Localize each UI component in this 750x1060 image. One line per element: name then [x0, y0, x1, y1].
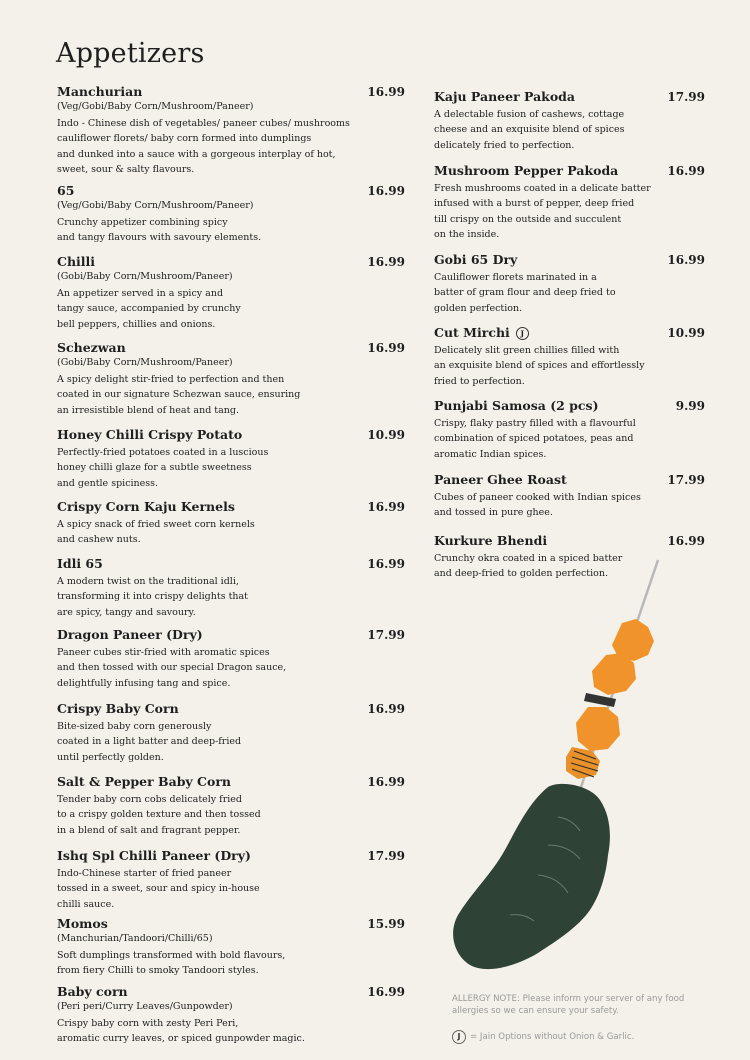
menu-item-description	[434, 270, 664, 316]
menu-item-price: 17.99	[367, 849, 405, 863]
menu-item-name-text: Kaju Paneer Pakoda	[434, 89, 576, 104]
jain-legend	[452, 1030, 634, 1044]
menu-item-description-line: Indo-Chinese starter of fried paneer	[57, 868, 232, 879]
menu-item-description-line: and tangy flavours with savoury elements.	[57, 232, 262, 244]
menu-item-description-line: from fiery Chilli to smoky Tandoori styles.	[57, 965, 259, 977]
menu-item-name	[434, 472, 664, 488]
allergy-note-line-2: allergies so we can ensure your safety.	[452, 1006, 619, 1016]
menu-item-description-line: cheese and an exquisite blend of spices	[434, 124, 625, 136]
menu-item-description-line: till crispy on the outside and succulent	[434, 213, 622, 225]
menu-item-name-text: Crispy Corn Kaju Kernels	[57, 499, 235, 514]
menu-item-name-text: Paneer Ghee Roast	[434, 472, 567, 487]
allergy-note-line-1: ALLERGY NOTE: Please inform your server of any food	[452, 994, 685, 1004]
menu-item-price: 15.99	[367, 917, 405, 931]
menu-item-description-line: delicately fried to perfection.	[434, 139, 575, 151]
menu-item-price: 16.99	[667, 253, 705, 267]
menu-item-description-line: transforming it into crispy delights that	[57, 591, 249, 603]
menu-item-name-text: Chilli	[57, 254, 96, 269]
menu-item-description	[434, 107, 664, 153]
menu-item-name	[434, 252, 664, 268]
menu-item-name-text: Ishq Spl Chilli Paneer (Dry)	[57, 848, 251, 863]
menu-item-name	[434, 89, 664, 105]
menu-item-name-text: Dragon Paneer (Dry)	[57, 627, 203, 642]
menu-item-description-line: and gentle spiciness.	[57, 477, 159, 489]
menu-item-price: 16.99	[367, 85, 405, 99]
menu-item-description-line: An appetizer served in a spicy and	[57, 288, 224, 299]
menu-item-description-line: bell peppers, chillies and onions.	[57, 318, 216, 330]
menu-item-description-line: Indo - Chinese dish of vegetables/ paneer cubes/ mushrooms	[57, 118, 350, 129]
menu-item-price: 10.99	[367, 428, 405, 442]
jain-badge-icon: J	[516, 327, 529, 340]
menu-item-description-line: sweet, sour & salty flavours.	[57, 163, 195, 175]
menu-item-description-line: Crunchy okra coated in a spiced batter	[434, 553, 623, 564]
menu-item-name	[434, 533, 664, 549]
menu-item-description-line: honey chilli glaze for a subtle sweetness	[57, 462, 252, 474]
menu-item-price: 16.99	[367, 184, 405, 198]
menu-item-variants: (Veg/Gobi/Baby Corn/Mushroom/Paneer)	[57, 200, 254, 211]
menu-item-description-line: to a crispy golden texture and then tossed	[57, 809, 261, 821]
menu-item-description-line: an exquisite blend of spices and effortlessly	[434, 360, 645, 372]
menu-item-name-text: Manchurian	[57, 84, 143, 99]
menu-item-price: 17.99	[667, 90, 705, 104]
menu-item-description-line: until perfectly golden.	[57, 751, 164, 763]
menu-item-description-line: A spicy delight stir-fried to perfection and then	[57, 374, 285, 385]
menu-item-description	[434, 416, 664, 462]
menu-item-description-line: combination of spiced potatoes, peas and	[434, 433, 634, 445]
menu-item-description-line: aromatic Indian spices.	[434, 448, 547, 460]
menu-item-name-text: Cut Mirchi	[434, 325, 510, 340]
hand-holding-skewer-icon	[440, 555, 670, 985]
menu-item-description-line: aromatic curry leaves, or spiced gunpowder magic.	[57, 1033, 305, 1045]
menu-item-name-text: Punjabi Samosa (2 pcs)	[434, 398, 599, 413]
menu-item-description	[434, 181, 664, 242]
menu-item-description-line: Cubes of paneer cooked with Indian spices	[434, 492, 641, 503]
menu-item-description-line: coated in our signature Schezwan sauce, ensuring	[57, 389, 301, 401]
menu-item-name-text: 65	[57, 183, 75, 198]
menu-item-description-line: Perfectly-fried potatoes coated in a luscious	[57, 447, 269, 458]
menu-item	[434, 325, 664, 389]
menu-item-price: 9.99	[675, 399, 705, 413]
menu-item-description-line: and dunked into a sauce with a gorgeous interplay of hot,	[57, 148, 336, 160]
menu-item-price: 16.99	[367, 775, 405, 789]
menu-item-description-line: A spicy snack of fried sweet corn kernels	[57, 519, 255, 530]
menu-item-variants: (Gobi/Baby Corn/Mushroom/Paneer)	[57, 271, 233, 282]
allergy-note	[452, 993, 712, 1017]
menu-item	[434, 163, 664, 242]
menu-item-description-line: A modern twist on the traditional idli,	[57, 576, 239, 587]
menu-item-name	[434, 325, 664, 341]
menu-item-description-line: Crispy, flaky pastry filled with a flavourful	[434, 418, 636, 429]
menu-item	[434, 472, 664, 521]
menu-item-description-line: Soft dumplings transformed with bold flavours,	[57, 950, 286, 961]
page-title: Appetizers	[56, 38, 205, 69]
menu-item-name-text: Crispy Baby Corn	[57, 701, 179, 716]
jain-badge-icon: J	[452, 1030, 466, 1044]
menu-item-description-line: Crunchy appetizer combining spicy	[57, 217, 228, 228]
menu-item-description-line: and then tossed with our special Dragon sauce,	[57, 662, 287, 674]
menu-item-price: 16.99	[667, 164, 705, 178]
menu-item-name-text: Idli 65	[57, 556, 103, 571]
menu-item-description-line: infused with a burst of pepper, deep fried	[434, 198, 635, 210]
menu-item-description-line: and cashew nuts.	[57, 534, 141, 546]
menu-item-description-line: Bite-sized baby corn generously	[57, 721, 212, 732]
menu-item-description-line: on the inside.	[434, 228, 500, 240]
menu-item-price: 16.99	[367, 985, 405, 999]
menu-item-description-line: Cauliflower florets marinated in a	[434, 272, 597, 283]
menu-item-description-line: Delicately slit green chillies filled with	[434, 345, 620, 356]
menu-item-description-line: Crispy baby corn with zesty Peri Peri,	[57, 1018, 239, 1029]
menu-item-description-line: delightfully infusing tang and spice.	[57, 677, 231, 689]
menu-item-description-line: and tossed in pure ghee.	[434, 507, 553, 519]
menu-item-description-line: tossed in a sweet, sour and spicy in-house	[57, 883, 260, 895]
menu-item-price: 16.99	[367, 341, 405, 355]
menu-item-name-text: Salt & Pepper Baby Corn	[57, 774, 232, 789]
menu-item-price: 16.99	[667, 534, 705, 548]
menu-item-description-line: in a blend of salt and fragrant pepper.	[57, 824, 241, 836]
menu-item-description-line: are spicy, tangy and savoury.	[57, 606, 196, 618]
menu-item-price: 16.99	[367, 557, 405, 571]
menu-item-name-text: Honey Chilli Crispy Potato	[57, 427, 243, 442]
menu-item-variants: (Gobi/Baby Corn/Mushroom/Paneer)	[57, 357, 233, 368]
menu-item-variants: (Peri peri/Curry Leaves/Gunpowder)	[57, 1001, 233, 1012]
menu-item-name-text: Gobi 65 Dry	[434, 252, 518, 267]
menu-item-description-line: an irresistible blend of heat and tang.	[57, 404, 239, 416]
menu-item-description-line: A delectable fusion of cashews, cottage	[434, 109, 625, 120]
menu-item-price: 17.99	[367, 628, 405, 642]
menu-item-description-line: chilli sauce.	[57, 898, 115, 910]
menu-item-name	[434, 398, 664, 414]
menu-item-description-line: Paneer cubes stir-fried with aromatic spices	[57, 647, 270, 658]
menu-item-price: 16.99	[367, 702, 405, 716]
menu-item-name-text: Momos	[57, 916, 108, 931]
jain-legend-text: = Jain Options without Onion & Garlic.	[470, 1032, 635, 1042]
menu-item-name-text: Baby corn	[57, 984, 128, 999]
menu-item	[434, 89, 664, 153]
menu-item-name-text: Schezwan	[57, 340, 126, 355]
menu-item-description-line: batter of gram flour and deep fried to	[434, 287, 616, 299]
menu-item-name	[434, 163, 664, 179]
menu-item-description-line: golden perfection.	[434, 302, 523, 314]
menu-item-description	[434, 490, 664, 521]
menu-item	[434, 252, 664, 316]
menu-item-description-line: Fresh mushrooms coated in a delicate batter	[434, 183, 651, 194]
menu-item-description-line: and deep-fried to golden perfection.	[434, 568, 608, 580]
menu-item-name-text: Kurkure Bhendi	[434, 533, 548, 548]
menu-item-description-line: cauliflower florets/ baby corn formed into dumplings	[57, 133, 312, 145]
menu-item-name-text: Mushroom Pepper Pakoda	[434, 163, 619, 178]
menu-item-variants: (Veg/Gobi/Baby Corn/Mushroom/Paneer)	[57, 101, 254, 112]
menu-item-description-line: coated in a light batter and deep-fried	[57, 736, 242, 748]
menu-item	[434, 398, 664, 462]
menu-item-description-line: Tender baby corn cobs delicately fried	[57, 794, 242, 805]
menu-item-price: 10.99	[667, 326, 705, 340]
menu-item-description	[434, 343, 664, 389]
menu-item-description-line: tangy sauce, accompanied by crunchy	[57, 303, 241, 315]
menu-item-price: 17.99	[667, 473, 705, 487]
menu-item-price: 16.99	[367, 500, 405, 514]
menu-item-price: 16.99	[367, 255, 405, 269]
menu-item-variants: (Manchurian/Tandoori/Chilli/65)	[57, 933, 213, 944]
menu-item-description-line: fried to perfection.	[434, 375, 525, 387]
